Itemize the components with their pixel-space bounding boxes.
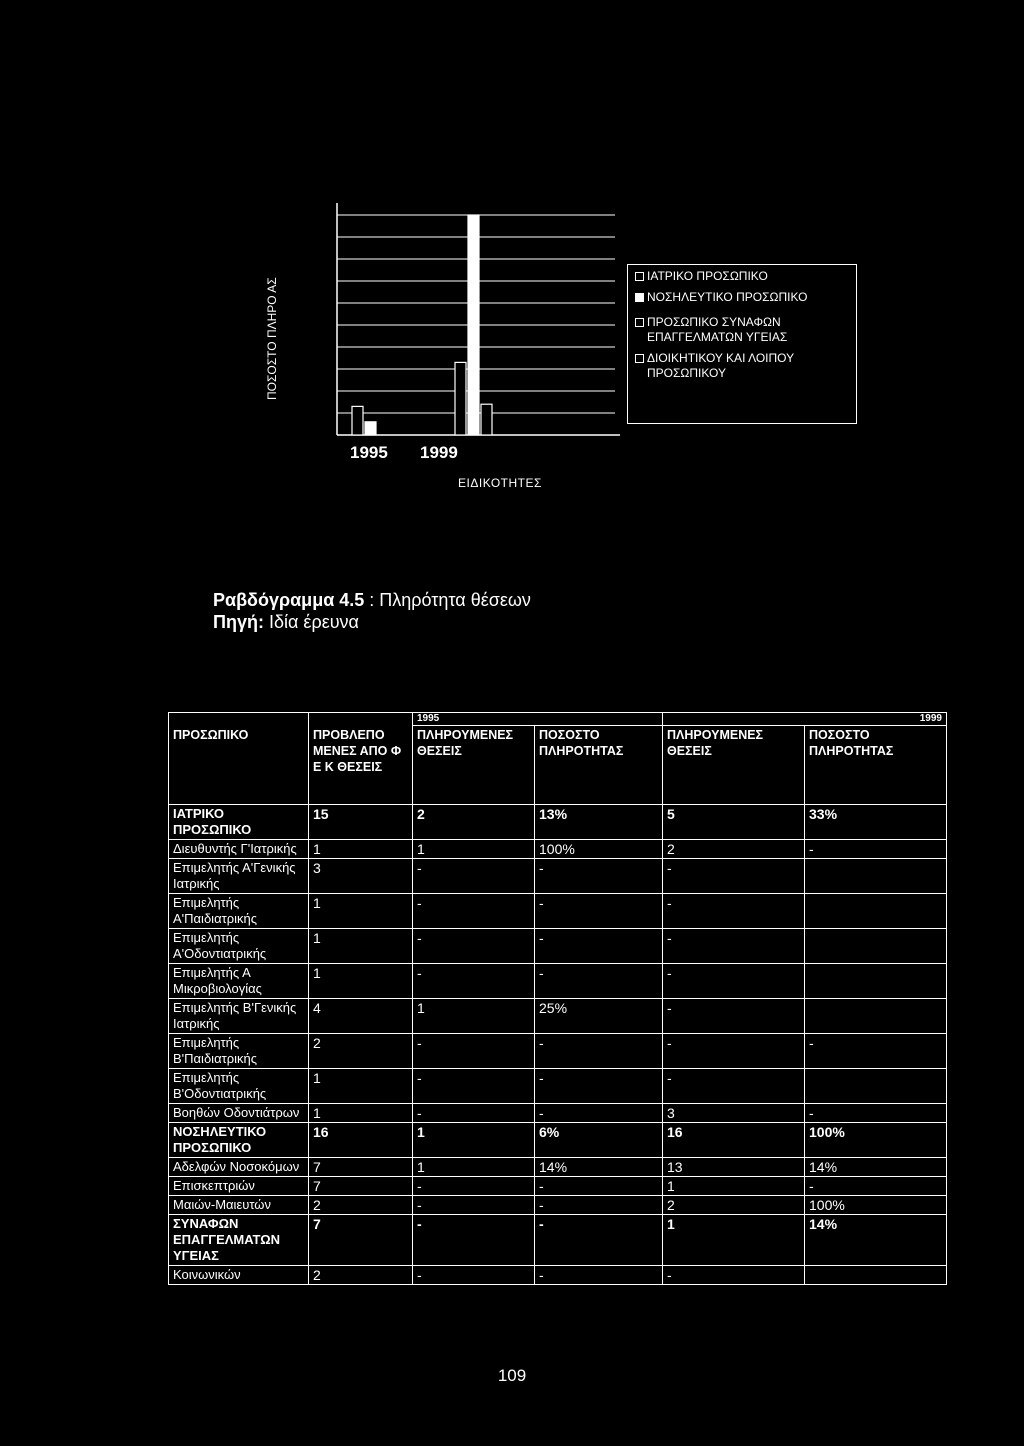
page-number: 109	[497, 1366, 527, 1385]
table-row	[169, 999, 947, 1034]
rate-1999-cell: 14%	[805, 1158, 947, 1177]
staff-cell: Διευθυντής Γ'Ιατρικής	[169, 840, 309, 859]
table-row	[169, 1034, 947, 1069]
table-row	[169, 805, 947, 840]
table-row	[169, 1158, 947, 1177]
filled-1999-cell: 2	[663, 1196, 805, 1215]
rate-1995-cell: -	[535, 1104, 663, 1123]
y-axis-label: ΠΟΣΟΣΤΟ ΠΛΗΡΟ ΑΣ	[265, 277, 279, 400]
filled-1995-cell: -	[413, 1177, 535, 1196]
rate-1999-cell	[805, 999, 947, 1034]
chart-canvas	[0, 0, 1024, 520]
filled-1999-cell: -	[663, 999, 805, 1034]
col-header-filled-1999: ΠΛΗΡΟΥΜΕΝΕΣ ΘΕΣΕΙΣ	[663, 726, 805, 805]
figure-title: : Πληρότητα θέσεων	[364, 590, 531, 610]
planned-cell: 16	[309, 1123, 413, 1158]
rate-1999-cell	[805, 929, 947, 964]
table-row	[169, 1177, 947, 1196]
filled-1995-cell: -	[413, 1266, 535, 1285]
rate-1999-cell: -	[805, 840, 947, 859]
legend-label: ΔΙΟΙΚΗΤΙΚΟΥ ΚΑΙ ΛΟΙΠΟΥ ΠΡΟΣΩΠΙΚΟΥ	[647, 351, 794, 380]
col-header-filled-1995: ΠΛΗΡΟΥΜΕΝΕΣ ΘΕΣΕΙΣ	[413, 726, 535, 805]
filled-1999-cell: -	[663, 929, 805, 964]
filled-1999-cell: 2	[663, 840, 805, 859]
planned-cell: 1	[309, 1104, 413, 1123]
rate-1995-cell: 25%	[535, 999, 663, 1034]
filled-1999-cell: -	[663, 1266, 805, 1285]
rate-1995-cell: -	[535, 859, 663, 894]
legend-item-admin	[635, 351, 856, 381]
staff-cell: Επιμελητής Β'Παιδιατρικής	[169, 1034, 309, 1069]
staff-cell: Κοινωνικών	[169, 1266, 309, 1285]
staff-cell: Επιμελητής Β'Γενικής Ιατρικής	[169, 999, 309, 1034]
staff-cell: Βοηθών Οδοντιάτρων	[169, 1104, 309, 1123]
rate-1995-cell: -	[535, 1034, 663, 1069]
rate-1999-cell	[805, 894, 947, 929]
table-row	[169, 964, 947, 999]
rate-1999-cell: 100%	[805, 1196, 947, 1215]
rate-1995-cell: 6%	[535, 1123, 663, 1158]
rate-1999-cell: 14%	[805, 1215, 947, 1266]
planned-cell: 7	[309, 1215, 413, 1266]
source-text: Ιδία έρευνα	[264, 612, 359, 632]
year-1995-header: 1995	[413, 713, 663, 726]
legend-label: ΙΑΤΡΙΚΟ ΠΡΟΣΩΠΙΚΟ	[647, 269, 768, 283]
filled-1999-cell: -	[663, 859, 805, 894]
year-1999-header: 1999	[663, 713, 947, 726]
filled-1995-cell: -	[413, 1196, 535, 1215]
year-header-row	[169, 713, 947, 726]
filled-1995-cell: -	[413, 964, 535, 999]
filled-1999-cell: 16	[663, 1123, 805, 1158]
rate-1999-cell	[805, 1069, 947, 1104]
planned-cell: 4	[309, 999, 413, 1034]
bar-1999-series-1	[455, 362, 466, 435]
table-row	[169, 859, 947, 894]
planned-cell: 1	[309, 964, 413, 999]
rate-1995-cell: -	[535, 929, 663, 964]
planned-cell: 15	[309, 805, 413, 840]
planned-cell: 2	[309, 1034, 413, 1069]
rate-1995-cell: -	[535, 1266, 663, 1285]
filled-1999-cell: -	[663, 1034, 805, 1069]
table-row	[169, 894, 947, 929]
x-tick-1995: 1995	[350, 443, 388, 462]
staff-cell: Επισκεπτριών	[169, 1177, 309, 1196]
legend-item-medical	[635, 269, 856, 284]
rate-1995-cell: -	[535, 1196, 663, 1215]
rate-1999-cell	[805, 1266, 947, 1285]
col-header-rate-1995: ΠΟΣΟΣΤΟ ΠΛΗΡΟΤΗΤΑΣ	[535, 726, 663, 805]
figure-title-bold: Ραβδόγραμμα 4.5	[213, 590, 365, 610]
rate-1995-cell: -	[535, 1177, 663, 1196]
filled-1999-cell: -	[663, 1069, 805, 1104]
legend-swatch-icon	[635, 354, 644, 363]
filled-1995-cell: 1	[413, 999, 535, 1034]
source-label: Πηγή:	[213, 612, 264, 632]
filled-1999-cell: -	[663, 964, 805, 999]
staff-cell: Επιμελητής Α'Παιδιατρικής	[169, 894, 309, 929]
table-row	[169, 1069, 947, 1104]
legend-label: ΠΡΟΣΩΠΙΚΟ ΣΥΝΑΦΩΝ ΕΠΑΓΓΕΛΜΑΤΩΝ ΥΓΕΙΑΣ	[647, 315, 788, 344]
legend-swatch-icon	[635, 318, 644, 327]
filled-1995-cell: -	[413, 894, 535, 929]
planned-cell: 1	[309, 894, 413, 929]
filled-1995-cell: 1	[413, 1158, 535, 1177]
filled-1999-cell: 13	[663, 1158, 805, 1177]
occupancy-table	[168, 712, 947, 1285]
chart-legend	[627, 264, 857, 424]
rate-1999-cell	[805, 859, 947, 894]
col-header-staff: ΠΡΟΣΩΠΙΚΟ	[169, 726, 309, 805]
figure-source	[213, 612, 359, 633]
bar-1999-series-2	[468, 215, 479, 435]
filled-1995-cell: -	[413, 1215, 535, 1266]
filled-1995-cell: -	[413, 929, 535, 964]
rate-1995-cell: 14%	[535, 1158, 663, 1177]
filled-1999-cell: 5	[663, 805, 805, 840]
table-row	[169, 1215, 947, 1266]
staff-cell: Επιμελητής Α Μικροβιολογίας	[169, 964, 309, 999]
rate-1995-cell: -	[535, 894, 663, 929]
staff-cell: Επιμελητής Α'Γενικής Ιατρικής	[169, 859, 309, 894]
staff-cell: Επιμελητής Β'Οδοντιατρικής	[169, 1069, 309, 1104]
filled-1995-cell: -	[413, 1034, 535, 1069]
planned-cell: 1	[309, 840, 413, 859]
filled-1995-cell: -	[413, 859, 535, 894]
filled-1995-cell: -	[413, 1104, 535, 1123]
planned-cell: 2	[309, 1266, 413, 1285]
table-row	[169, 929, 947, 964]
rate-1999-cell	[805, 964, 947, 999]
planned-cell: 7	[309, 1177, 413, 1196]
occupancy-table-wrap	[168, 712, 946, 1285]
staff-cell: Μαιών-Μαιευτών	[169, 1196, 309, 1215]
filled-1999-cell: 1	[663, 1215, 805, 1266]
rate-1995-cell: -	[535, 964, 663, 999]
planned-cell: 7	[309, 1158, 413, 1177]
rate-1999-cell: -	[805, 1104, 947, 1123]
legend-swatch-icon	[635, 293, 644, 302]
filled-1995-cell: -	[413, 1069, 535, 1104]
figure-caption	[213, 590, 531, 611]
planned-cell: 2	[309, 1196, 413, 1215]
legend-item-nursing	[635, 290, 856, 305]
staff-cell: Αδελφών Νοσοκόμων	[169, 1158, 309, 1177]
header-spacer	[309, 713, 413, 726]
column-header-row	[169, 726, 947, 805]
filled-1995-cell: 1	[413, 840, 535, 859]
bar-1995-series-2	[365, 422, 376, 435]
table-row	[169, 1196, 947, 1215]
table-row	[169, 840, 947, 859]
planned-cell: 3	[309, 859, 413, 894]
x-tick-1999: 1999	[420, 443, 458, 462]
staff-cell: Επιμελητής Α'Οδοντιατρικής	[169, 929, 309, 964]
header-spacer	[169, 713, 309, 726]
table-body	[169, 805, 947, 1285]
rate-1999-cell: -	[805, 1177, 947, 1196]
rate-1999-cell: 33%	[805, 805, 947, 840]
filled-1999-cell: 1	[663, 1177, 805, 1196]
col-header-rate-1999: ΠΟΣΟΣΤΟ ΠΛΗΡΟΤΗΤΑΣ	[805, 726, 947, 805]
bar-chart	[0, 0, 1024, 520]
planned-cell: 1	[309, 1069, 413, 1104]
rate-1995-cell: 100%	[535, 840, 663, 859]
filled-1995-cell: 2	[413, 805, 535, 840]
staff-cell: ΙΑΤΡΙΚΟ ΠΡΟΣΩΠΙΚΟ	[169, 805, 309, 840]
filled-1999-cell: -	[663, 894, 805, 929]
planned-cell: 1	[309, 929, 413, 964]
rate-1999-cell: 100%	[805, 1123, 947, 1158]
filled-1999-cell: 3	[663, 1104, 805, 1123]
table-row	[169, 1266, 947, 1285]
filled-1995-cell: 1	[413, 1123, 535, 1158]
table-row	[169, 1123, 947, 1158]
legend-item-allied	[635, 315, 856, 345]
rate-1995-cell: -	[535, 1069, 663, 1104]
col-header-planned: ΠΡΟΒΛΕΠΟ ΜΕΝΕΣ ΑΠΟ Φ Ε Κ ΘΕΣΕΙΣ	[309, 726, 413, 805]
legend-swatch-icon	[635, 272, 644, 281]
table-row	[169, 1104, 947, 1123]
bar-1995-series-1	[352, 406, 363, 435]
rate-1995-cell: -	[535, 1215, 663, 1266]
legend-label: ΝΟΣΗΛΕΥΤΙΚΟ ΠΡΟΣΩΠΙΚΟ	[647, 290, 808, 304]
rate-1999-cell: -	[805, 1034, 947, 1069]
x-axis-label: ΕΙΔΙΚΟΤΗΤΕΣ	[458, 476, 542, 490]
staff-cell: ΣΥΝΑΦΩΝ ΕΠΑΓΓΕΛΜΑΤΩΝ ΥΓΕΙΑΣ	[169, 1215, 309, 1266]
staff-cell: ΝΟΣΗΛΕΥΤΙΚΟ ΠΡΟΣΩΠΙΚΟ	[169, 1123, 309, 1158]
rate-1995-cell: 13%	[535, 805, 663, 840]
bar-1999-series-3	[481, 404, 492, 435]
